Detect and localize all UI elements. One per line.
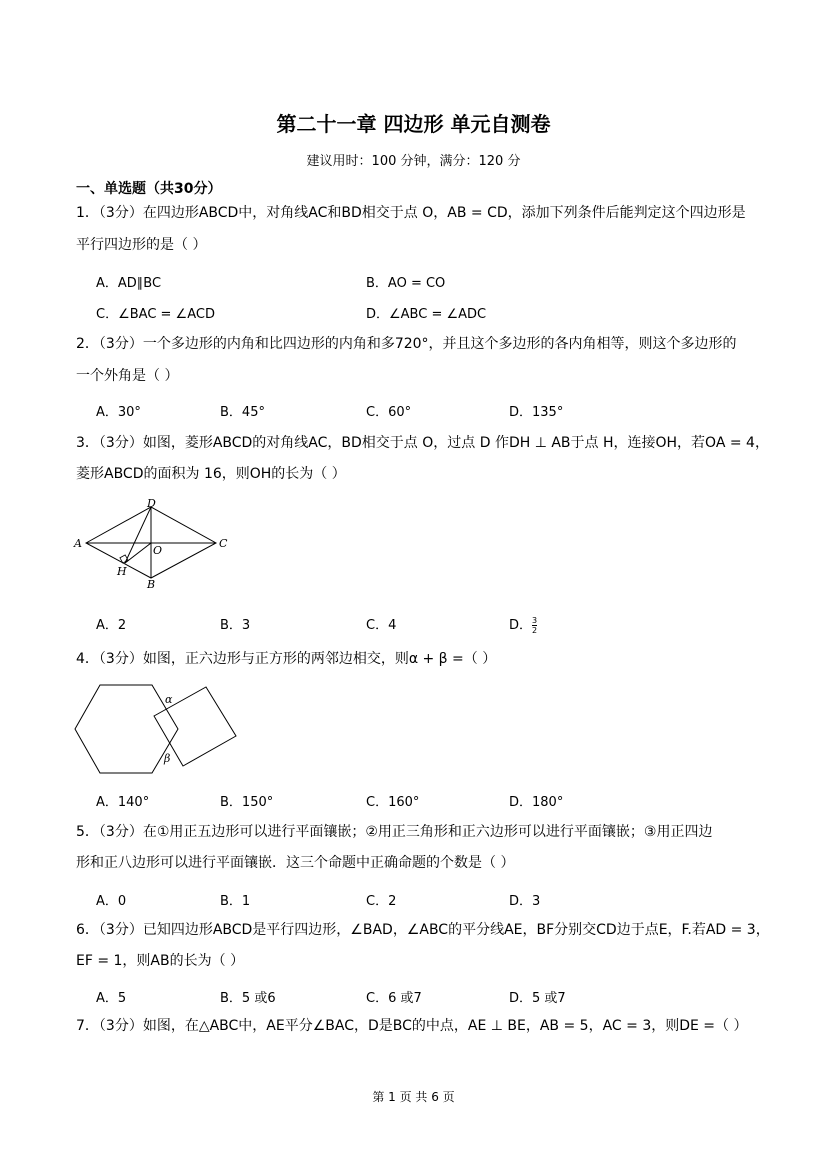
option-b: B．1 (220, 894, 251, 909)
question-4-line-1: 4．（3分）如图，正六边形与正方形的两邻边相交，则α + β =（ ） (76, 651, 497, 667)
rhombus-figure (70, 498, 240, 590)
fraction-numerator: 3 (532, 616, 538, 625)
fraction (532, 616, 537, 635)
option-a: A．AD∥BC (96, 276, 162, 291)
option-c: C．∠BAC = ∠ACD (96, 307, 215, 322)
option-b: B．5 或6 (220, 991, 276, 1006)
question-6-line-2: EF = 1，则AB的长为（ ） (76, 953, 245, 969)
question-3-line-2: 菱形ABCD的面积为 16，则OH的长为（ ） (76, 466, 346, 482)
option-c: C．4 (366, 618, 397, 633)
section-heading: 一、单选题（共30分） (76, 181, 222, 197)
option-c: C．60° (366, 405, 412, 420)
hexagon-square-figure (70, 680, 245, 780)
label-c: C (219, 537, 228, 550)
question-2-line-2: 一个外角是（ ） (76, 368, 179, 384)
option-a: A．140° (96, 795, 150, 810)
option-a: A．30° (96, 405, 141, 420)
option-b: B．AO = CO (366, 276, 446, 291)
question-5-line-1: 5．（3分）在①用正五边形可以进行平面镶嵌；②用正三角形和正六边形可以进行平面镶嵌；③用正四边 (76, 824, 713, 840)
label-h: H (117, 565, 127, 578)
option-c: C．160° (366, 795, 420, 810)
label-b: B (147, 578, 156, 590)
option-d: D．180° (509, 795, 564, 810)
fraction-denominator: 2 (532, 626, 538, 635)
time-score-note: 建议用时：100 分钟，满分：120 分 (306, 154, 521, 169)
question-3-line-1: 3．（3分）如图，菱形ABCD的对角线AC，BD相交于点 O，过点 D 作DH ⊥ AB于点 H，连接OH，若OA = 4， (76, 435, 769, 451)
option-d: D．135° (509, 405, 564, 420)
option-a: A．5 (96, 991, 127, 1006)
question-2-line-1: 2．（3分）一个多边形的内角和比四边形的内角和多720°，并且这个多边形的各内角相等，则这个多边形的 (76, 336, 737, 352)
option-d: D．∠ABC = ∠ADC (366, 307, 487, 322)
option-c: C．6 或7 (366, 991, 422, 1006)
label-o: O (153, 544, 163, 557)
option-a: A．2 (96, 618, 127, 633)
page-footer: 第 1 页 共 6 页 (372, 1090, 455, 1104)
option-c: C．2 (366, 894, 397, 909)
question-5-line-2: 形和正八边形可以进行平面镶嵌．这三个命题中正确命题的个数是（ ） (76, 855, 515, 871)
question-1-line-1: 1．（3分）在四边形ABCD中，对角线AC和BD相交于点 O，AB = CD，添加下列条件后能判定这个四边形是 (76, 205, 746, 221)
label-d: D (147, 498, 156, 510)
option-d (509, 614, 537, 635)
page-title: 第二十一章 四边形 单元自测卷 (276, 112, 551, 136)
label-beta: β (164, 752, 171, 765)
option-d: D．5 或7 (509, 991, 566, 1006)
option-b: B．45° (220, 405, 265, 420)
option-d: D．3 (509, 894, 541, 909)
question-6-line-1: 6．（3分）已知四边形ABCD是平行四边形，∠BAD，∠ABC的平分线AE，BF分别交CD边于点E，F.若AD = 3， (76, 922, 770, 938)
option-b: B．150° (220, 795, 274, 810)
question-7-line-1: 7．（3分）如图，在△ABC中，AE平分∠BAC，D是BC的中点，AE ⊥ BE，AB = 5，AC = 3，则DE =（ ） (76, 1018, 748, 1034)
label-a: A (74, 537, 82, 550)
option-a: A．0 (96, 894, 127, 909)
question-1-line-2: 平行四边形的是（ ） (76, 237, 207, 253)
option-d-label: D． (509, 618, 533, 633)
option-b: B．3 (220, 618, 251, 633)
label-alpha: α (165, 693, 173, 706)
